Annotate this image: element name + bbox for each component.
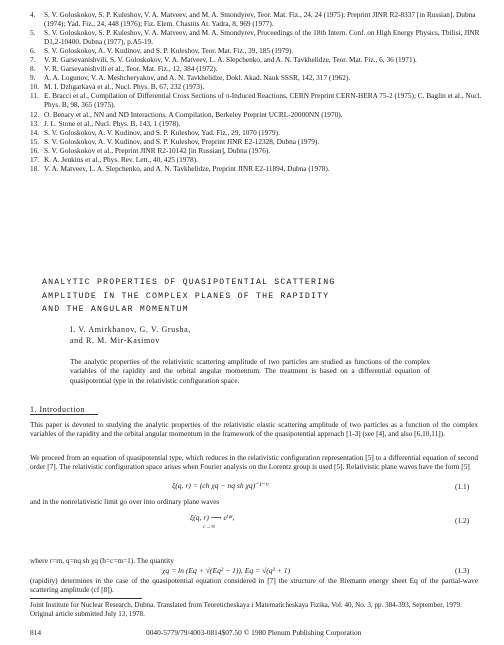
authors-line: and R. M. Mir-Kasimov [70, 336, 160, 345]
copyright-line: 0040-5779/79/4003-0814$07.50 © 1980 Plenum Publishing Corporation [146, 628, 362, 637]
reference-item: 16. S. V. Goloskokov et al., Preprint JINR R2-10142 [in Russian], Dubna (1976). [30, 145, 271, 155]
article-authors [70, 324, 191, 346]
section-underline [30, 414, 98, 415]
reference-item: 4. S. V. Goloskokov, S. P. Kuleshov, V. A. Matveev, and M. A. Smondyrev, Teor. Mat. Fiz., 24, 24 (1975); Preprint JINR R2-8337 [in Russian], Dubna (1974); Yad. Fiz., 24, 448 (1976); Fiz. Elem. Chastits At. Yadra, 8, 969 (1977). [30, 10, 476, 29]
reference-item: 13. J. L. Stone et al., Nucl. Phys. B, 143, 1 (1978). [30, 118, 181, 128]
article-abstract: The analytic properties of the relativistic scattering amplitude of two particles are studied as functions of the complex variables of the rapidity and the orbital angular momentum. The treatment is based on a differential equation of quasipotential type in the relativistic configuration space. [70, 357, 430, 385]
title-line: AND THE ANGULAR MOMENTUM [42, 305, 189, 314]
equation-number: (1.3) [455, 566, 470, 575]
equation-number: (1.1) [455, 482, 470, 491]
paragraph: (rapidity) determines in the case of the quasipotential equation considered in [7] the structure of the Riemann energy sheet Eq of the partial-wave scattering amplitude (cf [8]). [30, 576, 478, 595]
reference-item: 14. S. V. Goloskokov, A. V. Kudinov, and S. P. Kuleshov, Yad. Fiz., 29, 1070 (1979). [30, 127, 280, 137]
equation-2: ξ(q, r) ⟶ eⁱᵠʳ, [190, 513, 235, 522]
paragraph: This paper is devoted to studying the analytic properties of the relativistic elastic scattering amplitude of two particles as a function of the complex variables of the rapidity and the orbital angular momentum in the framework of the quasipotential approach [1-3] (see [4], and also [6,10,11]). [30, 420, 478, 439]
footnote: Joint Institute for Nuclear Research, Dubna. Translated from Teoreticheskaya i Matematicheskaya Fizika, Vol. 40, No. 3, pp. 384-393, September, 1979. Original article submitted July 13, 1978. [30, 601, 462, 618]
reference-item: 7. V. R. Garsevanishvili, S. V. Goloskokov, V. A. Matveev, L. A. Slepchenko, and A. N. Tavkhelidze, Teor. Mat. Fiz., 6, 36 (1971). [30, 55, 417, 65]
paragraph: and in the nonrelativistic limit go over into ordinary plane waves [30, 497, 220, 506]
title-line: AMPLITUDE IN THE COMPLEX PLANES OF THE RAPIDITY [42, 291, 330, 301]
authors-line: I. V. Amirkhanov, G. V. Grusha, [70, 325, 191, 334]
reference-item: 10. M. I. Dzhgarkava et al., Nucl. Phys. B, 67, 232 (1973). [30, 82, 205, 92]
reference-item: 17. K. A. Jenkins et al., Phys. Rev. Lett., 40, 425 (1978). [30, 154, 198, 164]
paragraph: We proceed from an equation of quasipotential type, which reduces in the relativistic configuration representation [5] to a differential equation of second order [7]. The relativistic configuration space arises when Fourier analysis on the Lorentz group is used [5]. Relativistic plane waves have the form [5] [30, 453, 478, 472]
reference-item: 11. E. Bracci et al., Compilation of Differential Cross Sections of π-Induced Reactions, CERN Preprint CERN-HERA 75-2 (1975); C. Baglin et al., Nucl. Phys. B, 98, 365 (1975). [30, 91, 482, 110]
article-title [42, 276, 472, 317]
title-line: ANALYTIC PROPERTIES OF QUASIPOTENTIAL SCATTERING [42, 278, 336, 287]
reference-item: 15. S. V. Goloskokov, A. V. Kudinov, and S. P. Kuleshov, Preprint JINR E2-12328, Dubna (1979). [30, 136, 320, 146]
equation-2-limit: c→∞ [203, 524, 216, 530]
equation-1: ξ(q, r) = (ch χq − nq sh χq)⁻¹⁻ⁱʳ [172, 481, 269, 490]
reference-item: 12. O. Benary et al., NN and ND Interactions. A Compilation, Berkeley Preprint UCRL-20000NN (1970). [30, 109, 343, 119]
reference-item: 8. V. R. Garsevanishvili et al., Teor. Mat. Fiz., 12, 384 (1972). [30, 64, 218, 74]
page-number: 814 [30, 628, 42, 637]
reference-item: 9. A. A. Logunov, V. A. Meshcheryakov, and A. N. Tavkhelidze, Dokl. Akad. Nauk SSSR, 142, 317 (1962). [30, 73, 351, 83]
reference-item: 5. S. V. Goloskokov, S. P. Kuleshov, V. A. Matveev, and M. A. Smondyrev, Proceedings of the 18th Intern. Conf. on High Energy Physics, Tbilisi, JINR D1,2-10400, Dubna (1977), p.A5-19. [30, 28, 480, 47]
reference-item: 6. S. V. Goloskokov, A. V. Kudinov, and S. P. Kuleshov, Teor. Mat. Fiz., 39, 185 (1979). [30, 46, 294, 56]
footnote-rule [30, 598, 142, 599]
reference-list [30, 10, 485, 173]
equation-3: χq = ln (Eq + √(Eq² − 1)), Eq = √(q² + 1) [162, 566, 291, 575]
paragraph: where r=rn, q=nq sh χq (ħ=c=m=1). The quantity [30, 556, 174, 565]
reference-item: 18. V. A. Matveev, L. A. Slepchenko, and A. N. Tavkhelidze, Preprint JINR E2-11894, Dubna (1978). [30, 163, 330, 173]
equation-number: (1.2) [455, 516, 470, 525]
section-heading: 1. Introduction [30, 405, 86, 414]
